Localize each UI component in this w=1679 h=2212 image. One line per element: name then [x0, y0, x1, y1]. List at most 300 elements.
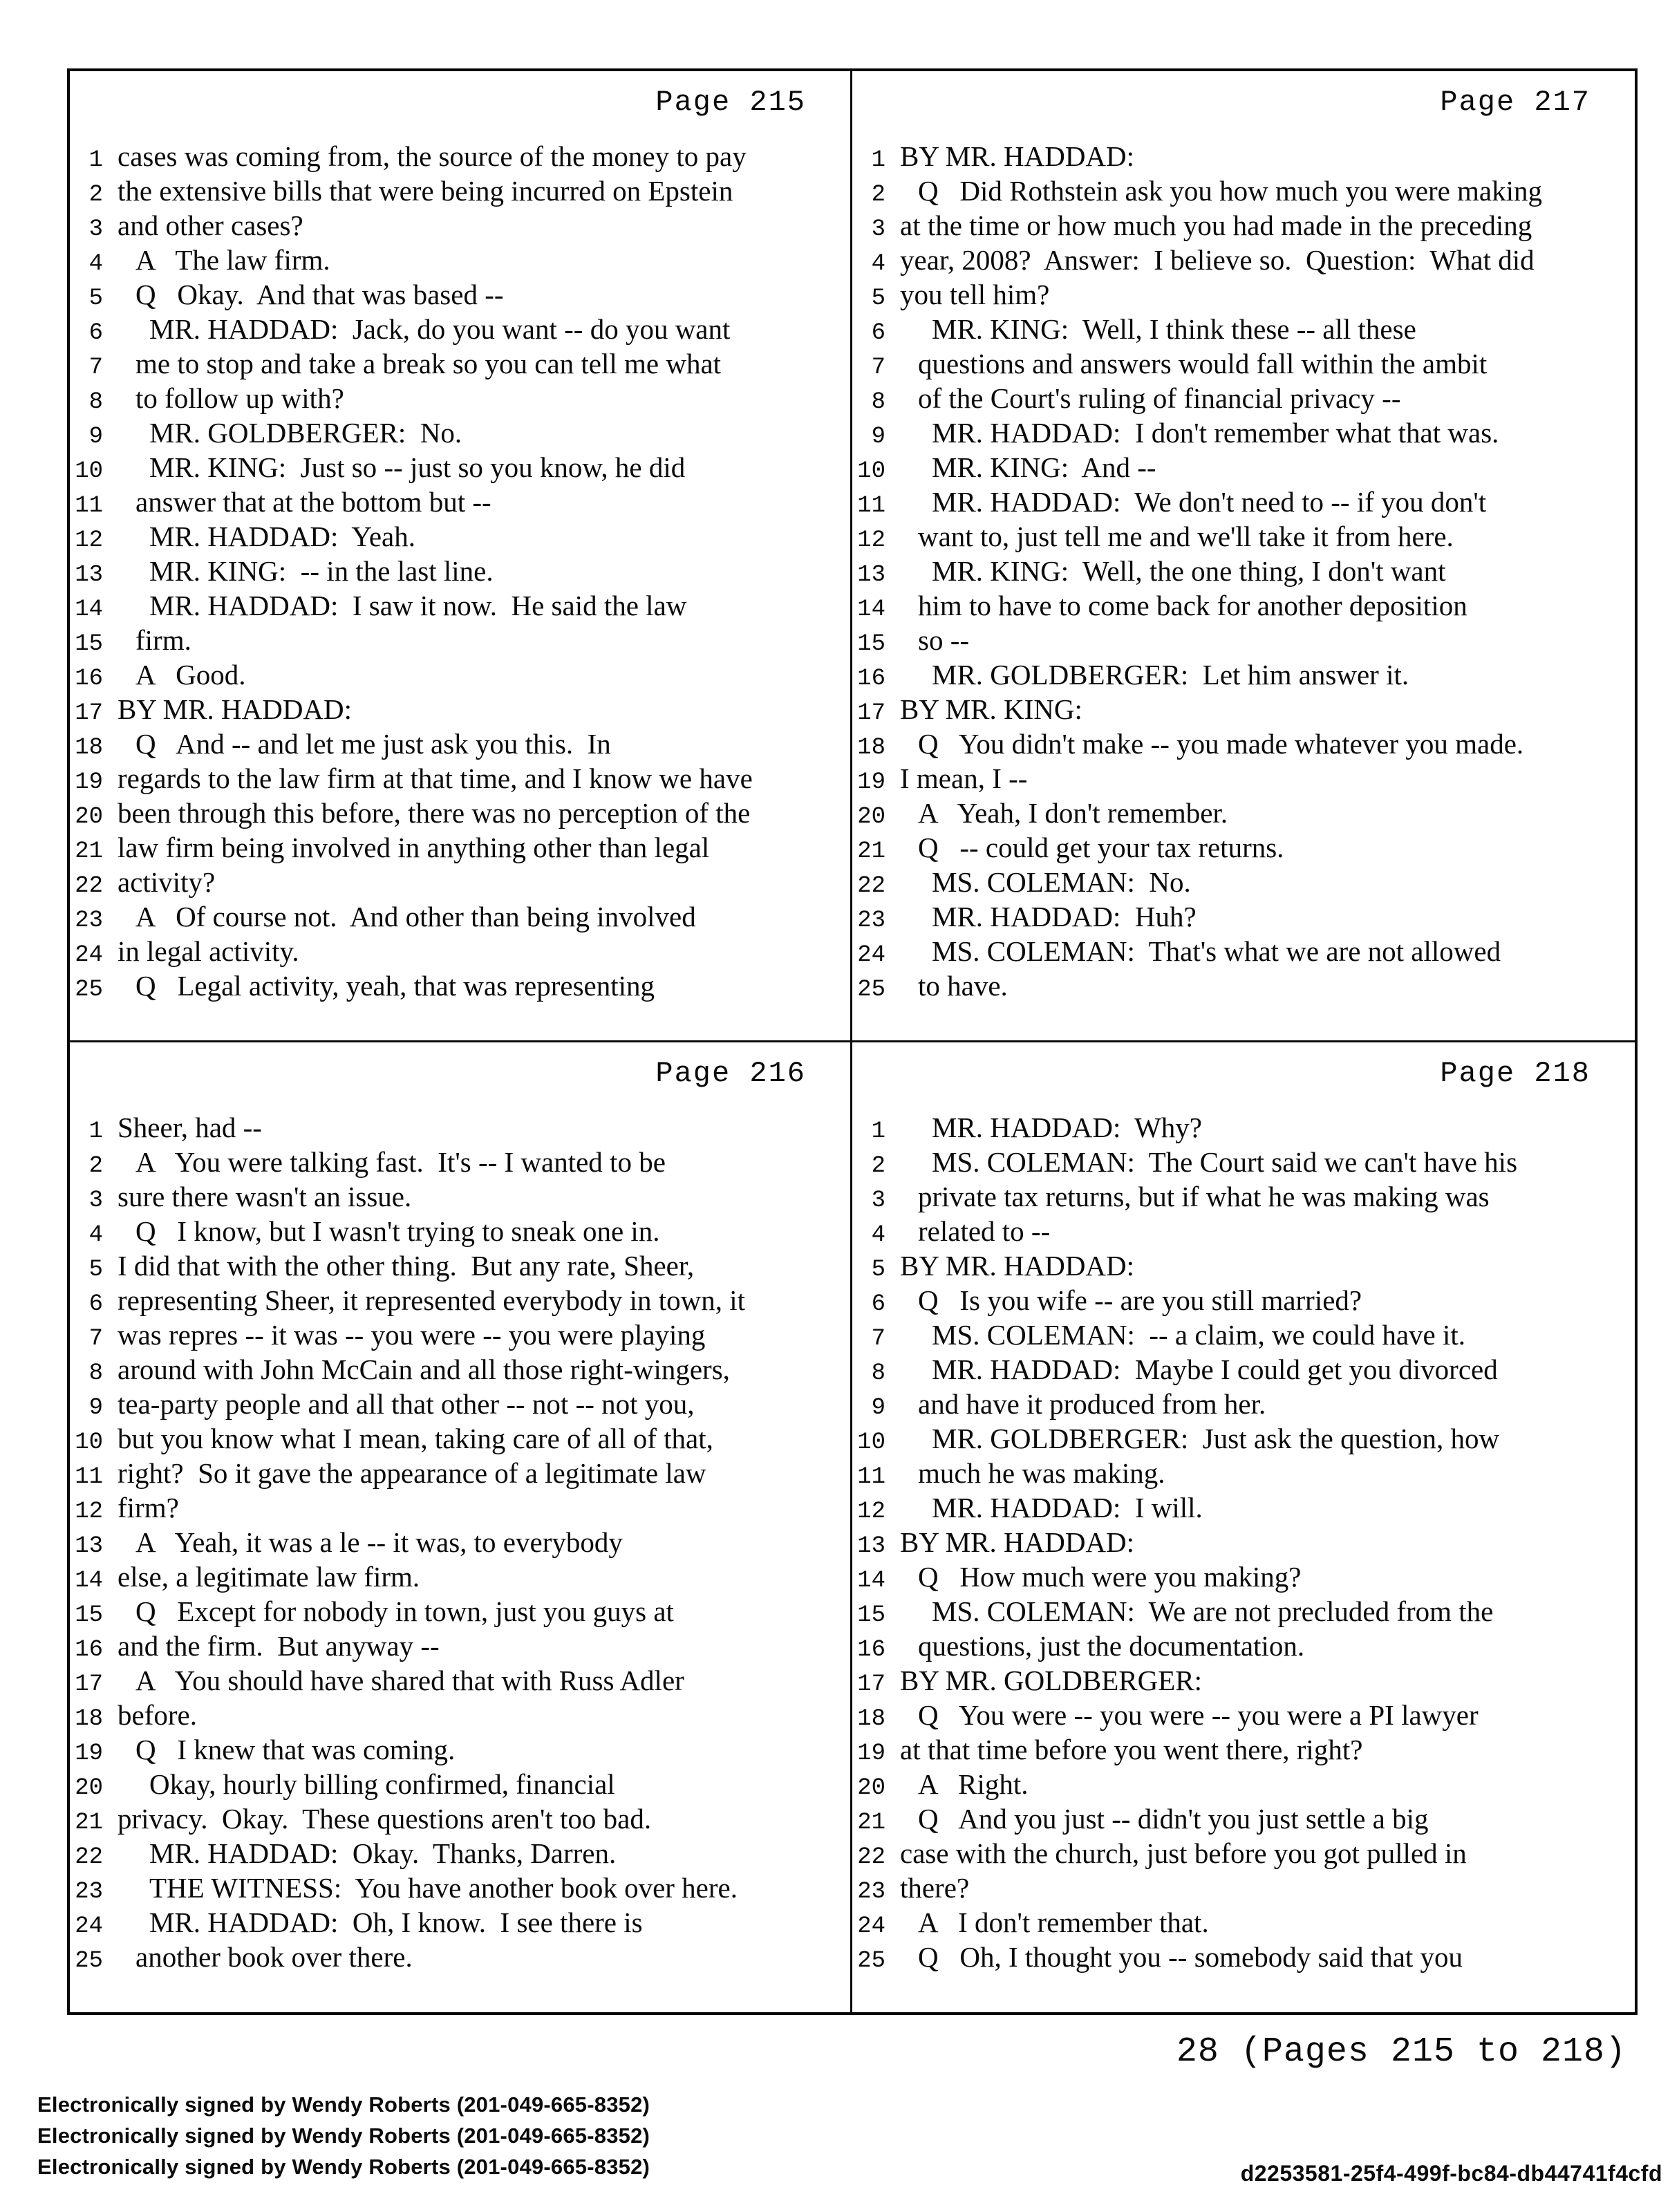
line-text: MR. HADDAD: We don't need to -- if you don't — [932, 486, 1487, 518]
transcript-line — [852, 485, 1635, 519]
line-text: Q I knew that was coming. — [135, 1734, 456, 1765]
transcript-line — [70, 1594, 850, 1629]
line-number: 20 — [857, 804, 885, 830]
footer-page-summary: 28 (Pages 215 to 218) — [1176, 2032, 1626, 2072]
line-number: 21 — [857, 838, 885, 865]
line-text: you tell him? — [900, 279, 1050, 310]
transcript-line — [70, 796, 850, 830]
line-number: 7 — [871, 355, 885, 381]
transcript-line — [70, 934, 850, 968]
transcript-line — [852, 830, 1635, 865]
line-text: Q And -- and let me just ask you this. In — [135, 728, 611, 760]
line-number: 3 — [871, 1188, 885, 1214]
line-number: 16 — [75, 666, 103, 692]
transcript-line — [70, 1698, 850, 1732]
line-text: firm. — [135, 624, 191, 656]
line-text: MR. HADDAD: Maybe I could get you divorced — [932, 1353, 1498, 1385]
line-text: case with the church, just before you got pulled in — [900, 1837, 1467, 1869]
page-lines — [70, 139, 850, 1003]
line-text: MR. HADDAD: I don't remember what that was. — [932, 417, 1499, 449]
line-number: 11 — [857, 1464, 885, 1490]
line-number: 19 — [75, 769, 103, 796]
line-text: MR. HADDAD: Huh? — [932, 901, 1197, 932]
line-number: 18 — [75, 735, 103, 761]
line-number: 15 — [857, 1602, 885, 1629]
line-number: 11 — [857, 493, 885, 519]
line-number: 18 — [857, 735, 885, 761]
transcript-line — [852, 796, 1635, 830]
line-text: to follow up with? — [135, 382, 344, 414]
page-lines — [852, 139, 1635, 1003]
transcript-line — [70, 554, 850, 588]
line-number: 7 — [871, 1326, 885, 1352]
transcript-line — [70, 968, 850, 1003]
line-text: A You were talking fast. It's -- I wanted to be — [135, 1146, 666, 1178]
transcript-line — [852, 1110, 1635, 1145]
transcript-line — [70, 1629, 850, 1663]
line-number: 7 — [88, 1326, 103, 1352]
line-number: 10 — [75, 1430, 103, 1456]
line-text: in legal activity. — [118, 935, 299, 967]
line-text: MS. COLEMAN: -- a claim, we could have it. — [932, 1319, 1466, 1351]
line-number: 9 — [871, 1395, 885, 1421]
line-text: MR. HADDAD: Why? — [932, 1112, 1203, 1143]
line-text: regards to the law firm at that time, and I know we have — [118, 762, 753, 794]
line-number: 22 — [857, 873, 885, 899]
line-number: 1 — [871, 1118, 885, 1145]
line-text: related to -- — [918, 1215, 1051, 1247]
transcript-line — [852, 1421, 1635, 1456]
transcript-line — [852, 1559, 1635, 1594]
page-lines — [70, 1110, 850, 1974]
line-number: 17 — [857, 1671, 885, 1698]
line-text: A Yeah, I don't remember. — [918, 797, 1228, 829]
line-number: 10 — [75, 458, 103, 485]
line-number: 9 — [871, 424, 885, 450]
line-text: questions, just the documentation. — [918, 1630, 1305, 1662]
transcript-line — [70, 1421, 850, 1456]
transcript-line — [852, 277, 1635, 312]
line-number: 18 — [857, 1706, 885, 1732]
line-text: and have it produced from her. — [918, 1388, 1266, 1420]
line-number: 15 — [857, 631, 885, 657]
line-number: 6 — [871, 1291, 885, 1318]
transcript-line — [70, 623, 850, 657]
transcript-line — [70, 415, 850, 450]
transcript-line — [70, 1283, 850, 1318]
line-number: 23 — [857, 1879, 885, 1905]
transcript-line — [852, 1940, 1635, 1974]
line-number: 5 — [871, 285, 885, 312]
transcript-line — [70, 277, 850, 312]
transcript-line — [70, 174, 850, 208]
line-text: before. — [118, 1699, 197, 1731]
line-number: 25 — [857, 977, 885, 1003]
transcript-line — [852, 1905, 1635, 1940]
transcript-line — [852, 1801, 1635, 1836]
line-number: 24 — [857, 1913, 885, 1940]
transcript-line — [852, 1629, 1635, 1663]
line-text: to have. — [918, 970, 1008, 1002]
transcript-line — [852, 1145, 1635, 1179]
line-text: answer that at the bottom but -- — [135, 486, 491, 518]
transcript-line — [70, 761, 850, 796]
line-number: 4 — [88, 1222, 103, 1248]
line-text: MR. KING: Well, the one thing, I don't want — [932, 555, 1446, 587]
line-text: BY MR. HADDAD: — [900, 1250, 1135, 1282]
transcript-line — [70, 899, 850, 934]
line-number: 6 — [871, 320, 885, 346]
line-text: and the firm. But anyway -- — [118, 1630, 440, 1662]
transcript-line — [70, 830, 850, 865]
line-number: 16 — [857, 666, 885, 692]
transcript-grid-border — [67, 68, 1638, 2015]
line-text: want to, just tell me and we'll take it from here. — [918, 521, 1454, 552]
transcript-line — [70, 1179, 850, 1214]
transcript-line — [70, 1248, 850, 1283]
line-text: Q Oh, I thought you -- somebody said that you — [918, 1941, 1463, 1973]
transcript-line — [70, 1352, 850, 1387]
line-text: him to have to come back for another deposition — [918, 590, 1467, 621]
line-number: 17 — [75, 700, 103, 727]
transcript-line — [852, 243, 1635, 277]
line-number: 21 — [75, 838, 103, 865]
line-number: 8 — [88, 389, 103, 415]
line-number: 11 — [75, 1464, 103, 1490]
transcript-line — [852, 692, 1635, 727]
line-number: 18 — [75, 1706, 103, 1732]
line-text: representing Sheer, it represented everybody in town, it — [118, 1284, 746, 1316]
transcript-line — [852, 1767, 1635, 1801]
transcript-line — [70, 1145, 850, 1179]
line-number: 23 — [857, 908, 885, 934]
document-id: d2253581-25f4-499f-bc84-db44741f4cfd — [1240, 2161, 1662, 2186]
transcript-line — [852, 174, 1635, 208]
transcript-line — [852, 1732, 1635, 1767]
line-text: I mean, I -- — [900, 762, 1028, 794]
line-number: 12 — [857, 1499, 885, 1525]
line-number: 22 — [75, 1844, 103, 1871]
transcript-line — [70, 485, 850, 519]
line-text: Q -- could get your tax returns. — [918, 832, 1284, 863]
transcript-line — [852, 761, 1635, 796]
line-text: MR. HADDAD: Oh, I know. I see there is — [149, 1906, 643, 1938]
line-text: MS. COLEMAN: No. — [932, 866, 1191, 898]
line-number: 16 — [857, 1637, 885, 1663]
line-number: 22 — [857, 1844, 885, 1871]
page-lines — [852, 1110, 1635, 1974]
transcript-line — [70, 692, 850, 727]
transcript-line — [852, 899, 1635, 934]
line-number: 5 — [871, 1257, 885, 1283]
line-text: Q Okay. And that was based -- — [135, 279, 504, 310]
line-text: MR. KING: Just so -- just so you know, he did — [149, 451, 686, 483]
line-text: MR. HADDAD: Jack, do you want -- do you want — [149, 313, 731, 345]
line-number: 21 — [857, 1810, 885, 1836]
transcript-line — [852, 865, 1635, 899]
signature-line: Electronically signed by Wendy Roberts (201-049-665-8352) — [37, 2155, 650, 2179]
line-text: Q Except for nobody in town, just you guys at — [135, 1595, 674, 1627]
line-number: 3 — [871, 216, 885, 243]
signature-line: Electronically signed by Wendy Roberts (201-049-665-8352) — [37, 2092, 650, 2117]
line-number: 8 — [871, 389, 885, 415]
transcript-line — [852, 1352, 1635, 1387]
transcript-line — [852, 1318, 1635, 1352]
line-text: BY MR. HADDAD: — [118, 693, 353, 725]
line-number: 6 — [88, 1291, 103, 1318]
line-number: 2 — [871, 1153, 885, 1179]
line-number: 14 — [857, 597, 885, 623]
transcript-line — [70, 1940, 850, 1974]
line-text: BY MR. HADDAD: — [900, 1526, 1135, 1558]
transcript-line — [70, 1525, 850, 1559]
line-text: of the Court's ruling of financial privacy -- — [918, 382, 1401, 414]
line-text: MS. COLEMAN: The Court said we can't have his — [932, 1146, 1518, 1178]
line-number: 4 — [871, 1222, 885, 1248]
line-text: at the time or how much you had made in the preceding — [900, 209, 1532, 241]
line-number: 17 — [75, 1671, 103, 1698]
line-text: BY MR. HADDAD: — [900, 140, 1135, 172]
transcript-line — [852, 1871, 1635, 1905]
line-number: 6 — [88, 320, 103, 346]
transcript-page-217 — [852, 71, 1635, 1040]
line-number: 19 — [857, 1741, 885, 1767]
line-number: 24 — [75, 1913, 103, 1940]
line-number: 15 — [75, 1602, 103, 1629]
line-text: Q I know, but I wasn't trying to sneak one in. — [135, 1215, 660, 1247]
line-number: 9 — [88, 1395, 103, 1421]
line-number: 14 — [75, 597, 103, 623]
transcript-line — [70, 657, 850, 692]
transcript-line — [70, 1318, 850, 1352]
line-text: private tax returns, but if what he was making was — [918, 1181, 1490, 1212]
line-text: so -- — [918, 624, 970, 656]
line-number: 13 — [75, 1533, 103, 1559]
transcript-line — [852, 1594, 1635, 1629]
transcript-line — [852, 312, 1635, 346]
transcript-line — [852, 1525, 1635, 1559]
transcript-line — [70, 139, 850, 174]
line-number: 5 — [88, 1257, 103, 1283]
line-number: 9 — [88, 424, 103, 450]
transcript-line — [70, 1767, 850, 1801]
transcript-line — [70, 208, 850, 243]
page-header: Page 215 — [655, 86, 806, 119]
transcript-line — [852, 450, 1635, 485]
transcript-line — [70, 450, 850, 485]
line-number: 4 — [88, 251, 103, 277]
line-text: around with John McCain and all those right-wingers, — [118, 1353, 730, 1385]
transcript-line — [70, 1110, 850, 1145]
line-number: 1 — [88, 1118, 103, 1145]
line-text: me to stop and take a break so you can tell me what — [135, 348, 722, 379]
signature-line: Electronically signed by Wendy Roberts (201-049-665-8352) — [37, 2124, 650, 2148]
transcript-line — [70, 588, 850, 623]
line-text: A Yeah, it was a le -- it was, to everybody — [135, 1526, 623, 1558]
transcript-line — [70, 1559, 850, 1594]
transcript-line — [852, 1456, 1635, 1490]
line-number: 2 — [88, 182, 103, 208]
page-header: Page 218 — [1440, 1057, 1591, 1090]
transcript-line — [852, 1698, 1635, 1732]
transcript-line — [70, 1905, 850, 1940]
line-text: another book over there. — [135, 1941, 413, 1973]
line-number: 16 — [75, 1637, 103, 1663]
transcript-line — [70, 1801, 850, 1836]
line-text: Q You were -- you were -- you were a PI lawyer — [918, 1699, 1479, 1731]
line-text: law firm being involved in anything other than legal — [118, 832, 710, 863]
transcript-line — [70, 1490, 850, 1525]
line-number: 10 — [857, 1430, 885, 1456]
line-number: 3 — [88, 216, 103, 243]
line-number: 25 — [75, 977, 103, 1003]
transcript-line — [852, 554, 1635, 588]
line-number: 24 — [75, 942, 103, 968]
line-text: at that time before you went there, right? — [900, 1734, 1363, 1765]
transcript-line — [852, 1663, 1635, 1698]
line-text: A Right. — [918, 1768, 1029, 1800]
line-text: A You should have shared that with Russ Adler — [135, 1665, 684, 1696]
transcript-line — [70, 727, 850, 761]
line-number: 10 — [857, 458, 885, 485]
transcript-line — [70, 346, 850, 381]
line-number: 15 — [75, 631, 103, 657]
line-text: Q Legal activity, yeah, that was representing — [135, 970, 655, 1002]
transcript-line — [852, 968, 1635, 1003]
transcript-line — [70, 312, 850, 346]
line-number: 20 — [75, 1775, 103, 1801]
transcript-line — [852, 346, 1635, 381]
transcript-line — [852, 727, 1635, 761]
line-number: 7 — [88, 355, 103, 381]
line-text: Q You didn't make -- you made whatever you made. — [918, 728, 1524, 760]
transcript-line — [70, 1732, 850, 1767]
line-text: much he was making. — [918, 1457, 1165, 1489]
transcript-line — [852, 1283, 1635, 1318]
line-text: MR. GOLDBERGER: No. — [149, 417, 462, 449]
line-number: 19 — [75, 1741, 103, 1767]
line-number: 11 — [75, 493, 103, 519]
line-number: 12 — [857, 527, 885, 554]
transcript-line — [852, 588, 1635, 623]
line-text: privacy. Okay. These questions aren't too bad. — [118, 1803, 652, 1835]
line-number: 25 — [857, 1948, 885, 1974]
transcript-line — [70, 1387, 850, 1421]
line-text: there? — [900, 1872, 970, 1904]
line-number: 5 — [88, 285, 103, 312]
line-text: A Good. — [135, 659, 246, 691]
line-number: 22 — [75, 873, 103, 899]
transcript-page-216 — [70, 1042, 850, 2012]
transcript-line — [70, 1214, 850, 1248]
transcript-line — [852, 623, 1635, 657]
line-number: 25 — [75, 1948, 103, 1974]
line-text: BY MR. GOLDBERGER: — [900, 1665, 1202, 1696]
line-number: 3 — [88, 1188, 103, 1214]
line-number: 12 — [75, 1499, 103, 1525]
line-text: MR. KING: -- in the last line. — [149, 555, 494, 587]
line-number: 20 — [75, 804, 103, 830]
transcript-line — [70, 1456, 850, 1490]
line-text: THE WITNESS: You have another book over here. — [149, 1872, 738, 1904]
line-text: Q Did Rothstein ask you how much you were making — [918, 175, 1543, 207]
line-text: the extensive bills that were being incurred on Epstein — [118, 175, 733, 207]
line-number: 2 — [871, 182, 885, 208]
line-text: MR. GOLDBERGER: Let him answer it. — [932, 659, 1409, 691]
line-number: 12 — [75, 527, 103, 554]
line-text: A I don't remember that. — [918, 1906, 1209, 1938]
line-text: MS. COLEMAN: We are not precluded from the — [932, 1595, 1494, 1627]
transcript-line — [852, 934, 1635, 968]
line-number: 24 — [857, 942, 885, 968]
line-number: 23 — [75, 1879, 103, 1905]
line-text: Okay, hourly billing confirmed, financial — [149, 1768, 615, 1800]
line-number: 13 — [75, 562, 103, 588]
transcript-line — [852, 1490, 1635, 1525]
transcript-line — [852, 657, 1635, 692]
line-number: 13 — [857, 562, 885, 588]
line-text: tea-party people and all that other -- not -- not you, — [118, 1388, 695, 1420]
line-text: but you know what I mean, taking care of all of that, — [118, 1423, 713, 1454]
line-text: Sheer, had -- — [118, 1112, 262, 1143]
line-number: 8 — [88, 1360, 103, 1387]
transcript-line — [70, 1871, 850, 1905]
transcript-line — [70, 519, 850, 554]
transcript-line — [70, 1663, 850, 1698]
line-text: right? So it gave the appearance of a legitimate law — [118, 1457, 706, 1489]
transcript-line — [852, 415, 1635, 450]
line-number: 8 — [871, 1360, 885, 1387]
line-text: MR. KING: Well, I think these -- all these — [932, 313, 1416, 345]
transcript-line — [852, 1836, 1635, 1871]
line-text: been through this before, there was no perception of the — [118, 797, 751, 829]
transcript-line — [852, 208, 1635, 243]
line-number: 2 — [88, 1153, 103, 1179]
line-text: Q Is you wife -- are you still married? — [918, 1284, 1362, 1316]
line-number: 14 — [857, 1568, 885, 1594]
transcript-line — [70, 1836, 850, 1871]
transcript-line — [852, 1387, 1635, 1421]
line-text: firm? — [118, 1492, 179, 1524]
line-text: Q And you just -- didn't you just settle a big — [918, 1803, 1429, 1835]
line-text: MS. COLEMAN: That's what we are not allowed — [932, 935, 1501, 967]
line-number: 4 — [871, 251, 885, 277]
transcript-line — [852, 1214, 1635, 1248]
line-text: Q How much were you making? — [918, 1561, 1302, 1593]
line-text: cases was coming from, the source of the money to pay — [118, 140, 747, 172]
transcript-line — [852, 1248, 1635, 1283]
line-text: MR. HADDAD: I saw it now. He said the law — [149, 590, 687, 621]
line-text: sure there wasn't an issue. — [118, 1181, 412, 1212]
transcript-line — [852, 139, 1635, 174]
line-text: and other cases? — [118, 209, 303, 241]
transcript-line — [70, 381, 850, 415]
line-text: A Of course not. And other than being involved — [135, 901, 696, 932]
line-text: I did that with the other thing. But any rate, Sheer, — [118, 1250, 695, 1282]
transcript-line — [70, 243, 850, 277]
line-number: 20 — [857, 1775, 885, 1801]
line-text: MR. KING: And -- — [932, 451, 1156, 483]
line-text: A The law firm. — [135, 244, 330, 276]
line-number: 1 — [88, 147, 103, 174]
line-text: else, a legitimate law firm. — [118, 1561, 420, 1593]
line-text: year, 2008? Answer: I believe so. Question: What did — [900, 244, 1535, 276]
line-text: MR. HADDAD: I will. — [932, 1492, 1203, 1524]
line-text: was repres -- it was -- you were -- you were playing — [118, 1319, 706, 1351]
page-header: Page 217 — [1440, 86, 1591, 119]
line-number: 23 — [75, 908, 103, 934]
line-text: BY MR. KING: — [900, 693, 1082, 725]
